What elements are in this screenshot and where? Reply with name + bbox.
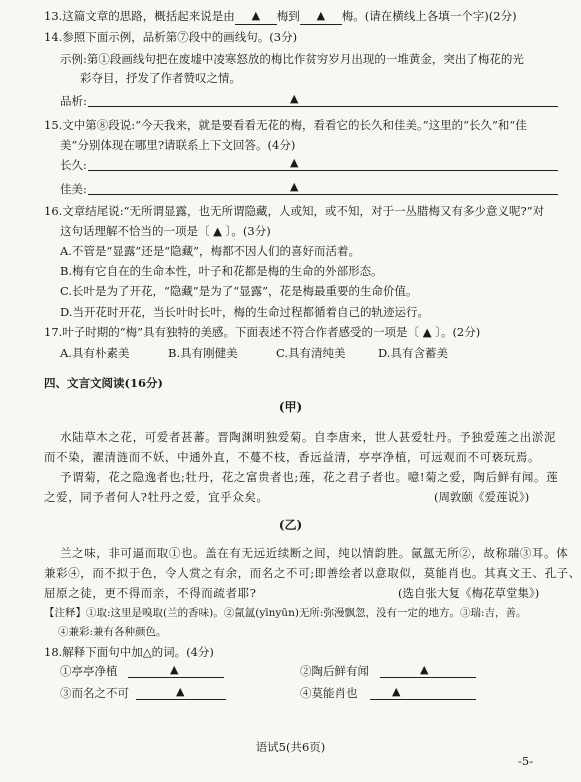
option-b[interactable]: B.具有刚健美 [168, 346, 238, 360]
q18-item-3: ③而名之不可 [60, 686, 129, 700]
passage-jia-source: (周敦颐《爱莲说》) [434, 490, 530, 504]
option-c[interactable]: C.长叶是为了开花，“隐藏”是为了“显露”，花是梅最重要的生命价值。 [60, 284, 418, 298]
passage-yi-line: 兰之味，非可逼而取①也。盖在有无远近续断之间，纯以情韵胜。氤氲无所②，故称瑞③耳。体 [60, 546, 569, 560]
question-15-cont: 美”分别体现在哪里?请联系上下文回答。(4分) [60, 138, 296, 152]
answer-mark: ▲ [290, 180, 299, 193]
passage-jia-line: 之爱，同予者何人?牡丹之爱，宜乎众矣。 [44, 490, 269, 504]
option-d[interactable]: D.具有含蓄美 [378, 346, 448, 360]
answer-line[interactable] [370, 699, 476, 700]
answer-line[interactable] [88, 170, 558, 171]
passage-jia-title: (甲) [278, 400, 303, 414]
question-17: 17.叶子时期的“梅”具有独特的美感。下面表述不符合作者感受的一项是〔 ▲ 〕。(2分) [44, 325, 481, 339]
question-14-example-cont: 彩夺目，抒发了作者赞叹之情。 [80, 71, 241, 85]
section-heading: 四、文言文阅读(16分) [44, 376, 163, 390]
option-a[interactable]: A.具有朴素美 [60, 346, 130, 360]
option-a[interactable]: A.不管是“显露”还是“隐藏”，梅都不因人们的喜好而活着。 [60, 244, 360, 258]
page-footer: 语试5(共6页) [255, 740, 326, 754]
passage-yi-title: (乙) [278, 518, 303, 532]
answer-mark: ▲ [170, 663, 179, 676]
answer-mark: ▲ [290, 156, 299, 169]
answer-mark: ▲ [420, 663, 429, 676]
passage-jia-line: 水陆草木之花，可爱者甚蕃。晋陶渊明独爱菊。自李唐来，世人甚爱牡丹。予独爱莲之出淤泥 [60, 430, 557, 444]
answer-blank[interactable]: ▲ [300, 9, 342, 25]
question-16: 16.文章结尾说:“无所谓显露，也无所谓隐藏，人或知，或不知，对于一丛腊梅又有多少意义呢?”对 [44, 204, 545, 218]
q18-item-1: ①亭亭净植 [60, 664, 118, 678]
answer-mark: ▲ [290, 92, 299, 105]
question-18: 18.解释下面句中加△的词。(4分) [44, 645, 214, 659]
answer-label: 品析: [60, 94, 87, 108]
option-b[interactable]: B.梅有它自在的生命本性，叶子和花都是梅的生命的外部形态。 [60, 264, 383, 278]
passage-yi-note: 【注释】①取:这里是嗅取(兰的香味)。②氤氲(yīnyūn)无所:弥漫飘忽，没有一定的地方。③瑞:吉，善。 [44, 607, 527, 619]
question-14-head: 14.参照下面示例，品析第⑦段中的画线句。(3分) [44, 30, 298, 44]
answer-label: 长久: [60, 158, 87, 172]
question-13: 13.这篇文章的思路，概括起来说是由 ▲ 梅到 ▲ 梅。(请在横线上各填一个字)(2分) [44, 9, 517, 23]
passage-yi-note: ④兼彩:兼有各种颜色。 [58, 626, 167, 638]
passage-yi-line: 屈原之徒，更不得而亲，不得而疏者耶? [44, 586, 257, 600]
passage-yi-line: 兼彩④，而不拟于色，令人赏之有余，而名之不可;即善绘者以意取似，莫能肖也。其真文王、孔子、 [44, 566, 581, 580]
question-16-cont: 这句话理解不恰当的一项是〔 ▲ 〕。(3分) [60, 224, 271, 238]
q18-item-4: ④莫能肖也 [300, 686, 358, 700]
passage-jia-line: 予谓菊，花之隐逸者也;牡丹，花之富贵者也;莲，花之君子者也。噫!菊之爱，陶后鲜有闻。莲 [60, 470, 559, 484]
question-14-example: 示例:第①段画线句把在废墟中凌寒怒放的梅比作贫穷岁月出现的一堆黄金，突出了梅花的光 [60, 52, 524, 66]
question-15: 15.文中第⑧段说:“今天我来，就是要看看无花的梅，看看它的长久和佳美。”这里的“长久”和“佳 [44, 118, 527, 132]
answer-blank[interactable]: ▲ [235, 9, 277, 25]
answer-label: 佳美: [60, 182, 87, 196]
answer-mark: ▲ [392, 685, 401, 698]
answer-line[interactable] [88, 194, 558, 195]
page-number: -5- [518, 754, 534, 768]
q18-item-2: ②陶后鲜有闻 [300, 664, 369, 678]
option-d[interactable]: D.当开花时开花，当长叶时长叶，梅的生命过程都循着自己的轨迹运行。 [60, 305, 429, 319]
option-c[interactable]: C.具有清纯美 [276, 346, 346, 360]
answer-line[interactable] [88, 106, 558, 107]
answer-mark: ▲ [176, 685, 185, 698]
passage-jia-line: 而不染，濯清涟而不妖，中通外直，不蔓不枝，香远益清，亭亭净植，可远观而不可亵玩焉。 [44, 450, 541, 464]
passage-yi-source: (选自张大复《梅花草堂集》) [398, 586, 540, 600]
